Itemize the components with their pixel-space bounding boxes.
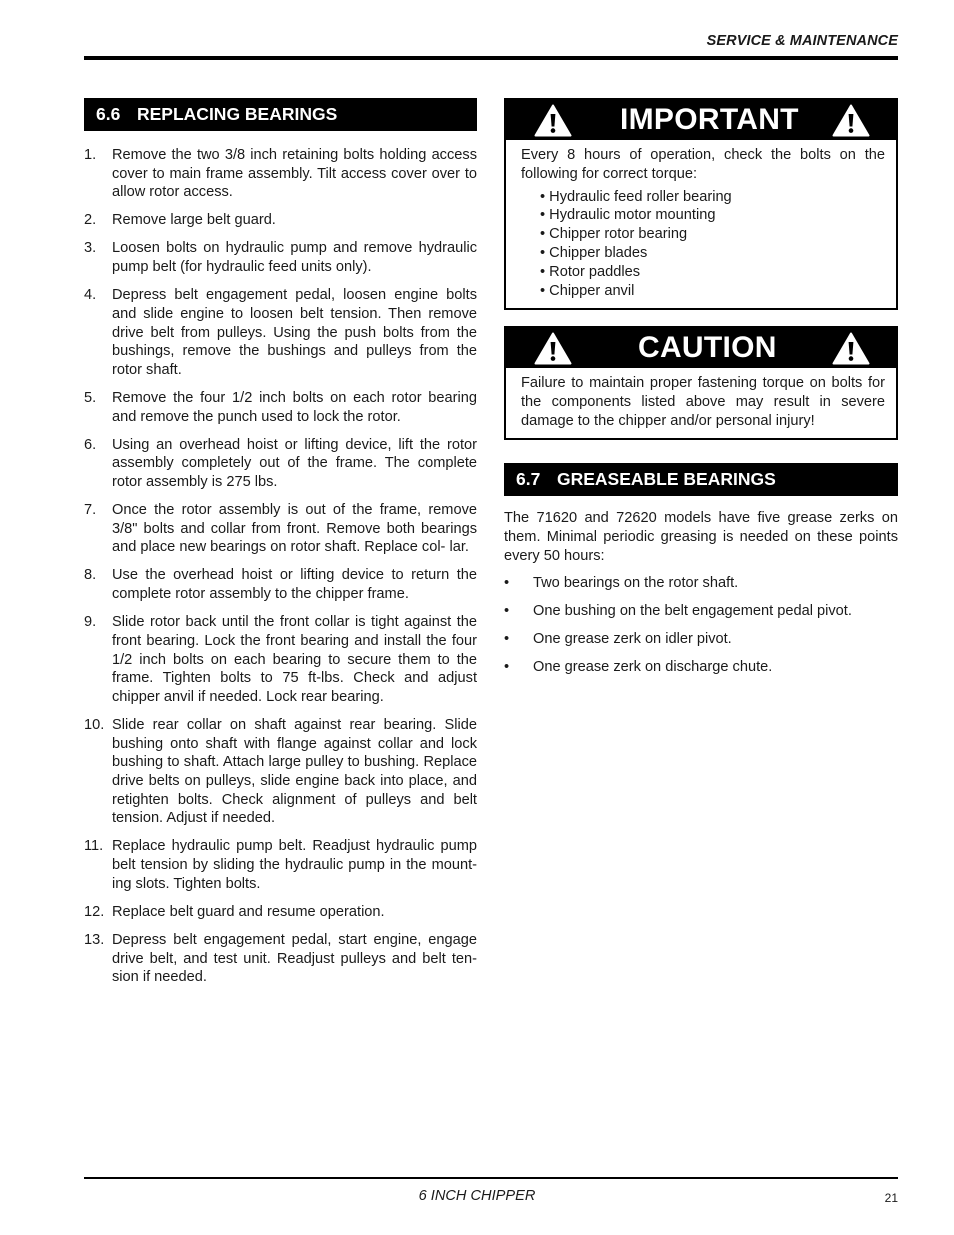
important-title: IMPORTANT [620, 103, 799, 136]
list-item [84, 931, 477, 987]
step-text: Slide rear collar on shaft against rear bearing. Slide bushing onto shaft with flange against collar and lock bushing to shaft. Attach large pulley to bushing. Replace drive belts on pulleys, slide engine back into place, and retighten bolts. Check alignment of pulleys and belt tension. Adjust if needed. [112, 716, 477, 827]
greaseable-bearings-content [504, 509, 898, 686]
list-item [504, 602, 898, 621]
step-number: 13. [84, 931, 105, 948]
list-item: • Chipper anvil [540, 282, 635, 299]
list-item [84, 837, 477, 893]
list-item [504, 658, 898, 677]
grease-point-text: Two bearings on the rotor shaft. [533, 575, 739, 592]
list-item [84, 566, 477, 603]
step-number: 9. [84, 614, 97, 631]
list-item [84, 389, 477, 426]
caution-notice-box [504, 326, 898, 440]
list-item [84, 903, 477, 922]
warning-triangle-icon [534, 332, 572, 365]
caution-text: Failure to maintain proper fastening torque on bolts for the components listed above may result in severe damage to the chipper and/or personal injury! [521, 375, 885, 429]
important-title-bar [506, 100, 896, 140]
step-text: Slide rotor back until the front collar is tight against the front bearing. Lock the front bearing and install the four 1/2 inch bolts on each bearing to secure them to the frame. Tighten bolts to 75 ft-lbs. Check and adjust chipper anvil if needed. Lock rear bearing. [112, 614, 477, 705]
important-notice-box [504, 98, 898, 310]
step-text: Remove the two 3/8 inch retaining bolts holding access cover to main frame assembly. Tilt access cover over to allow rotor access. [112, 147, 477, 201]
step-number: 4. [84, 287, 97, 304]
step-text: Depress belt engagement pedal, start engine, engage drive belt, and test unit. Readjust pulleys and belt ten- sion if needed. [112, 931, 477, 986]
list-item [84, 501, 477, 557]
bullet: • [504, 631, 510, 648]
warning-triangle-icon [832, 104, 870, 137]
step-text: Remove the four 1/2 inch bolts on each rotor bearing and remove the punch used to lock the rotor. [112, 389, 477, 425]
list-item [504, 630, 898, 649]
list-item [84, 146, 477, 202]
step-text: Replace belt guard and resume operation. [112, 903, 385, 920]
step-number: 7. [84, 502, 97, 519]
list-item [84, 239, 477, 276]
step-number: 6. [84, 436, 97, 453]
step-text: Replace hydraulic pump belt. Readjust hydraulic pump belt tension by sliding the hydraulic pump in the mount- ing slots. Tighten bolts. [112, 838, 477, 892]
step-number: 3. [84, 240, 97, 257]
running-header: SERVICE & MAINTENANCE [706, 33, 898, 49]
step-number: 12. [84, 903, 105, 920]
list-item: • Chipper rotor bearing [540, 226, 688, 243]
step-text: Loosen bolts on hydraulic pump and remove hydraulic pump belt (for hydraulic feed units only). [112, 240, 477, 276]
step-text: Use the overhead hoist or lifting device to return the complete rotor assembly to the chipper frame. [112, 567, 477, 603]
bullet: • [504, 659, 510, 676]
important-body [506, 140, 896, 308]
step-number: 5. [84, 389, 97, 406]
greasing-intro: The 71620 and 72620 models have five grease zerks on them. Minimal periodic greasing is needed on these points every 50 hours: [504, 510, 898, 564]
list-item: • Hydraulic motor mounting [540, 207, 716, 224]
footer-rule [84, 1177, 898, 1179]
list-item [84, 613, 477, 707]
grease-point-text: One bushing on the belt engagement pedal pivot. [533, 603, 852, 620]
list-item [84, 716, 477, 828]
step-text: Depress belt engagement pedal, loosen engine bolts and slide engine to loosen belt tension. Then remove drive belt from pulleys. Using the push bolts from the bushings, remove the bushings and pulleys from the rotor shaft. [112, 287, 477, 378]
replacing-bearings-steps [84, 146, 477, 996]
section-number: 6.6 [96, 104, 121, 124]
step-number: 11. [84, 838, 104, 855]
important-text: Every 8 hours of operation, check the bolts on the following for correct torque: [521, 147, 885, 182]
grease-point-text: One grease zerk on discharge chute. [533, 659, 773, 676]
bullet: • [504, 575, 510, 592]
step-text: Using an overhead hoist or lifting device, lift the rotor assembly completely out of the frame. The complete rotor assembly is 275 lbs. [112, 436, 477, 491]
section-title: REPLACING BEARINGS [137, 104, 338, 124]
step-number: 8. [84, 567, 97, 584]
step-number: 1. [84, 147, 97, 163]
step-text: Once the rotor assembly is out of the frame, remove 3/8" bolts and collar from front. Remove both bearings and place new bearings on rotor shaft. Replace col- lar. [112, 502, 477, 556]
list-item [84, 211, 477, 230]
caution-body [506, 368, 896, 438]
section-heading-greaseable-bearings [504, 463, 898, 496]
list-item: • Rotor paddles [540, 263, 641, 280]
caution-title: CAUTION [638, 331, 777, 364]
section-heading-replacing-bearings [84, 98, 477, 131]
bullet: • [504, 603, 510, 620]
section-title: GREASEABLE BEARINGS [557, 469, 776, 489]
torque-check-list [521, 188, 885, 301]
list-item [84, 286, 477, 380]
steps-list [84, 146, 477, 987]
warning-triangle-icon [832, 332, 870, 365]
list-item: • Hydraulic feed roller bearing [540, 188, 732, 205]
step-number: 2. [84, 212, 97, 229]
grease-points-list [504, 574, 898, 677]
caution-title-bar [506, 328, 896, 368]
list-item: • Chipper blades [540, 244, 648, 261]
page-number: 21 [884, 1191, 898, 1205]
section-number: 6.7 [516, 469, 541, 489]
header-rule [84, 56, 898, 60]
step-number: 10. [84, 716, 105, 733]
step-text: Remove large belt guard. [112, 212, 276, 229]
grease-point-text: One grease zerk on idler pivot. [533, 631, 732, 648]
list-item [504, 574, 898, 593]
list-item [84, 436, 477, 492]
warning-triangle-icon [534, 104, 572, 137]
footer-title: 6 INCH CHIPPER [418, 1188, 536, 1204]
